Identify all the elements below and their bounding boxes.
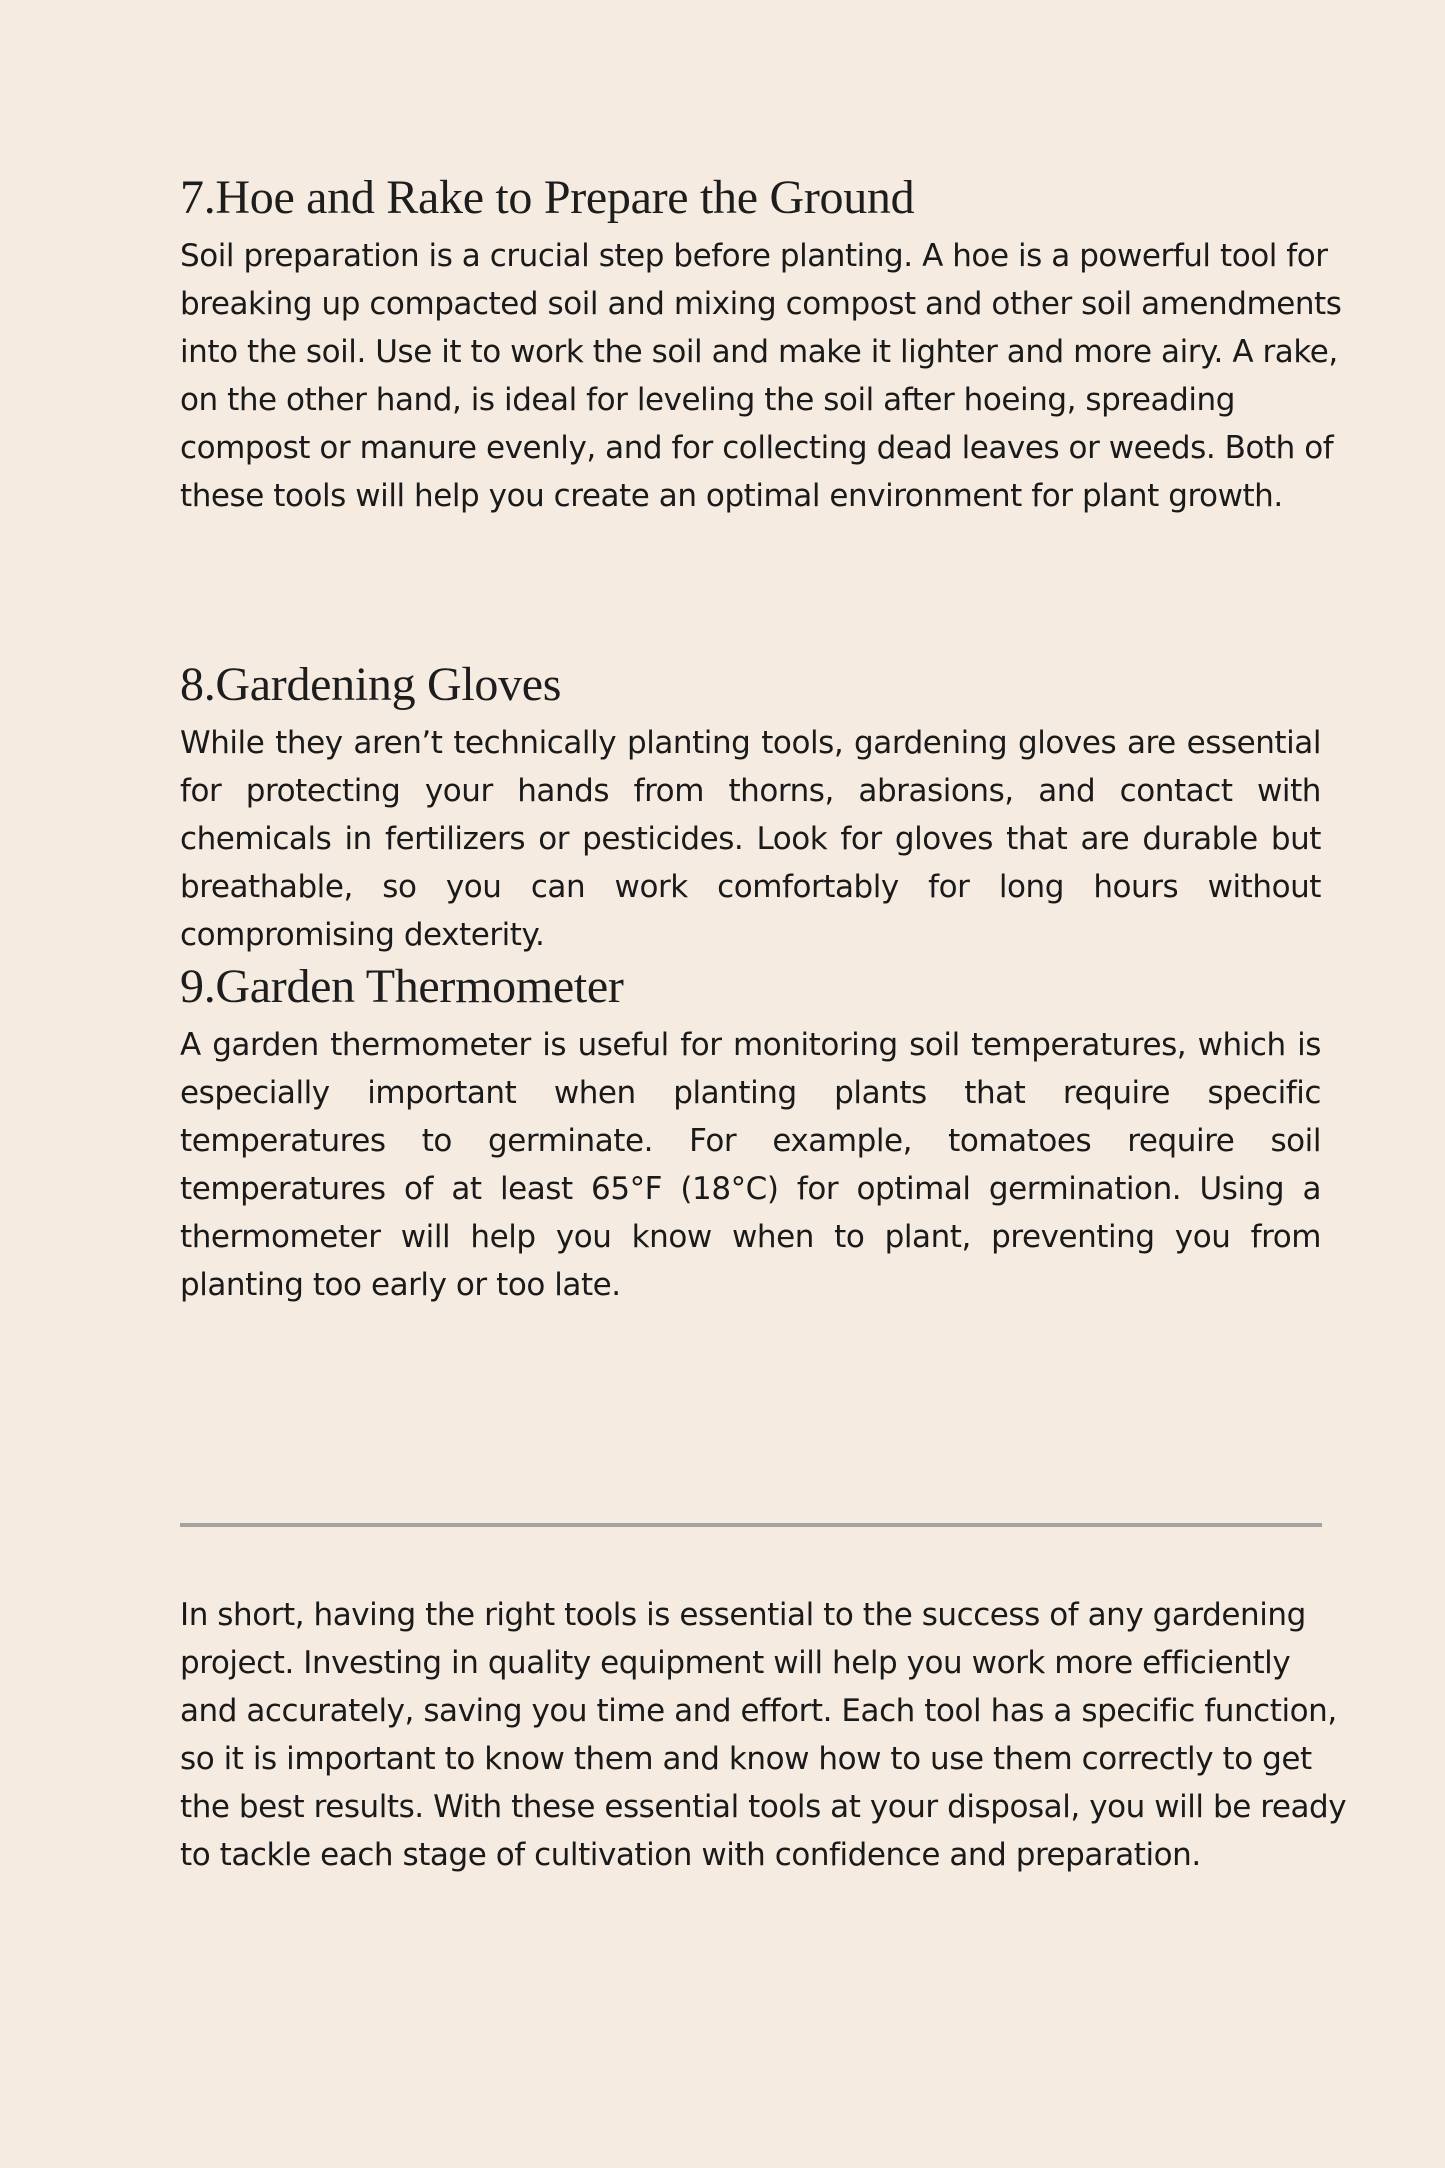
section-heading: 9.Garden Thermometer: [180, 960, 624, 1013]
section-body: While they aren’t technically planting tools, gardening gloves are essential for protecting your hands from thorns, abrasions, and contact with chemicals in fertilizers or pesticides. Look for gloves that are durable but breathable, so you can work comfortably for long hours without compromising dexterity.: [180, 725, 1321, 953]
section-gardening-gloves: [180, 659, 1321, 959]
conclusion: [180, 1591, 1355, 1879]
section-body: Soil preparation is a crucial step before planting. A hoe is a powerful tool for breaking up compacted soil and mixing compost and other soil amendments into the soil. Use it to work the soil and make it lighter and more airy. A rake, on the other hand, is ideal for leveling the soil after hoeing, spreading compost or manure evenly, and for collecting dead leaves or weeds. Both of these tools will help you create an optimal environment for plant growth.: [180, 238, 1342, 514]
section-hoe-rake: [180, 172, 1355, 520]
horizontal-divider: [180, 1523, 1322, 1527]
section-heading: 7.Hoe and Rake to Prepare the Ground: [180, 171, 915, 224]
conclusion-text: In short, having the right tools is essential to the success of any gardening project. Investing in quality equipment will help you work more efficiently and accurately, saving you time and effort. Each tool has a specific function, so it is important to know them and know how to use them correctly to get the best results. With these essential tools at your disposal, you will be ready to tackle each stage of cultivation with confidence and preparation.: [180, 1597, 1347, 1873]
section-heading: 8.Gardening Gloves: [180, 658, 562, 711]
section-garden-thermometer: [180, 961, 1321, 1309]
section-body: A garden thermometer is useful for monitoring soil temperatures, which is especially important when planting plants that require specific temperatures to germinate. For example, tomatoes require soil temperatures of at least 65°F (18°C) for optimal germination. Using a thermometer will help you know when to plant, preventing you from planting too early or too late.: [180, 1027, 1321, 1303]
